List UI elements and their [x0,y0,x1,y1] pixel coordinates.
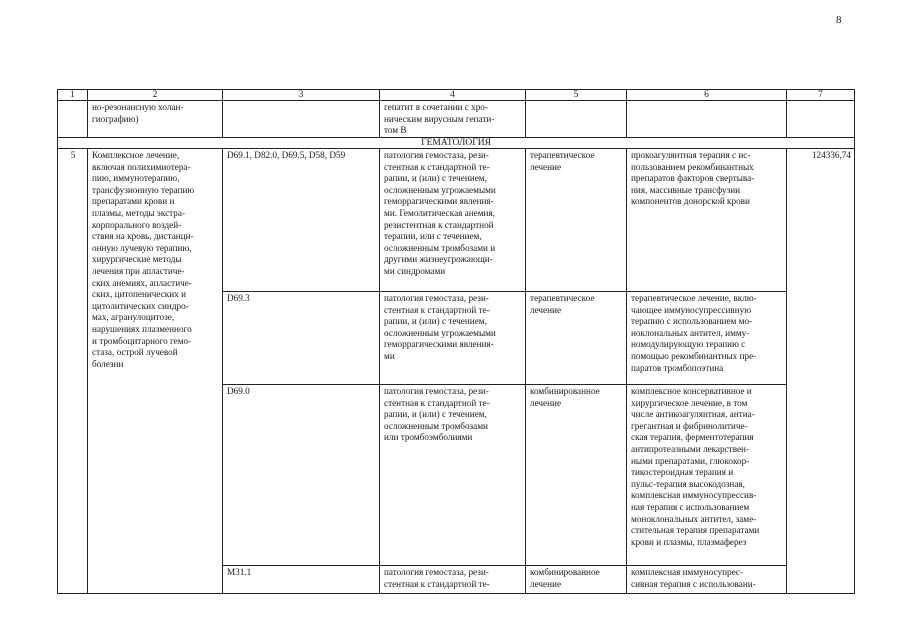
column-number: 5 [526,90,627,101]
treatment-method: комплексное консервативное и хирургическое лечение, в том числе антикоагулянтная, антиа- грегантная и фибринолитиче- ская терапия, ферментотерапия антипротеазными лекарствен- ными препаратами, глюкокор- тикостероидная терапия и пульс-терапия высокодозная, комплексная иммуносупрессив- ная терапия с использованием моноклональных антител, заме- стительная терапия препаратами крови и плазмы, плазмаферез [627,385,787,566]
item-number-cell [58,101,88,138]
medical-care-table [57,89,855,594]
patient-model-cell: гепатит в сочетании с хро- ническим вирусным гепати- том В [380,101,526,138]
diagnosis-codes: D69.3 [223,292,380,385]
treatment-type: комбинированное лечение [526,385,627,566]
treatment-type: комбинированное лечение [526,566,627,594]
treatment-method: комплексная иммуносупрес- сивная терапия с использовани- [627,566,787,594]
diagnosis-codes: D69.1, D82.0, D69.5, D58, D59 [223,149,380,292]
cost-value: 124336,74 [787,149,855,594]
patient-model: патология гемостаза, рези- стентная к стандартной те- [380,566,526,594]
treatment-method: прокоагулянтная терапия с ис- пользованием рекомбинантных препаратов факторов свертыва- ния, массивные трансфузии компонентов донорской крови [627,149,787,292]
treatment-method: терапевтическое лечение, вклю- чающее иммуносупрессивную терапию с использованием мо- ноклональных антител, имму- номодулирующую терапию с помощью рекомбинантных пре- паратов тромбопоэтина [627,292,787,385]
continuation-row [58,101,855,138]
treatment-method-cell [627,101,787,138]
patient-model: патология гемостаза, рези- стентная к стандартной те- рапии, и (или) с течением, осложненным тромбозами или тромбоэмболиями [380,385,526,566]
cost-cell [787,101,855,138]
column-number: 2 [88,90,223,101]
section-row [58,138,855,149]
section-title: ГЕМАТОЛОГИЯ [58,138,855,149]
treatment-type: терапевтическое лечение [526,149,627,292]
patient-model: патология гемостаза, рези- стентная к стандартной те- рапии, и (или) с течением, осложненным угрожаемыми геморрагическими явления- ми. Гемолитическая анемия, резистентная к стандартной терапии, или с течением, осложненным тромбозами и другими жизнеугрожающи- ми синдромами [380,149,526,292]
column-number-row [58,90,855,101]
patient-model: патология гемостаза, рези- стентная к стандартной те- рапии, и (или) с течением, осложненным угрожаемыми геморрагическими явления- ми [380,292,526,385]
column-number: 3 [223,90,380,101]
treatment-type-cell [526,101,627,138]
column-number: 4 [380,90,526,101]
column-number: 6 [627,90,787,101]
table-row [58,149,855,292]
item-number: 5 [58,149,88,594]
diagnosis-codes: D69.0 [223,385,380,566]
page-number: 8 [836,14,842,26]
diagnosis-codes: M31.1 [223,566,380,594]
codes-cell [223,101,380,138]
item-name: Комплексное лечение, включая полихимиотера- пию, иммунотерапию, трансфузионную терапию препаратами крови и плазмы, методы экстра- корпорального воздей- ствия на кровь, дистанци- онную лучевую терапию, хирургические методы лечения при апластиче- ских анемиях, апластиче- ских, цитопенических и цитолитических синдро- мах, агранулоцитозе, нарушениях плазменного и тромбоцитарного гемо- стаза, острой лучевой болезни [88,149,223,594]
column-number: 1 [58,90,88,101]
item-name-cell: но-резонансную холан- гиографию) [88,101,223,138]
treatment-type: терапевтическое лечение [526,292,627,385]
column-number: 7 [787,90,855,101]
